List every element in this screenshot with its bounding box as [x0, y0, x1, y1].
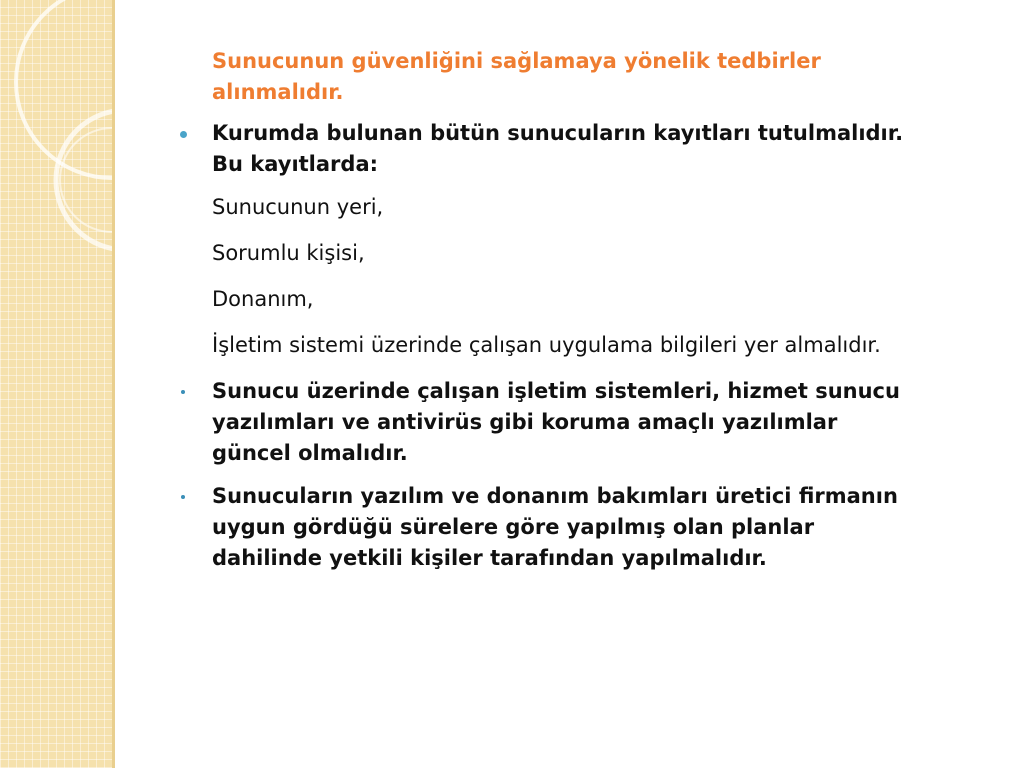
- bullet-item-maintenance: [176, 481, 1006, 574]
- bullet-3-line-1: Sunucuların yazılım ve donanım bakımları üretici firmanın: [212, 484, 898, 508]
- subitem-hardware: Donanım,: [212, 287, 314, 311]
- decorative-circles-graphic: [0, 0, 112, 768]
- bullet-3-line-2: uygun gördüğü sürelere göre yapılmış olan planlar: [212, 515, 815, 539]
- heading-line-2: alınmalıdır.: [212, 80, 344, 104]
- decorative-circle-middle: [56, 110, 112, 250]
- bullet-2-line-1: Sunucu üzerinde çalışan işletim sistemleri, hizmet sunucu: [212, 379, 900, 403]
- subitem-server-location: Sunucunun yeri,: [212, 195, 384, 219]
- bullet-dot-icon: [178, 481, 192, 512]
- side-panel-edge: [112, 0, 115, 768]
- bullet-2-line-3: güncel olmalıdır.: [212, 441, 408, 465]
- decorative-side-panel: [0, 0, 112, 768]
- bullet-item-up-to-date-software: [176, 376, 1006, 469]
- bullet-1-line-2: Bu kayıtlarda:: [212, 152, 379, 176]
- bullet-item-server-records: [176, 118, 1006, 180]
- slide-heading: [176, 46, 1006, 108]
- subitem-os-applications: İşletim sistemi üzerinde çalışan uygulama bilgileri yer almalıdır.: [212, 333, 881, 357]
- bullet-2-line-2: yazılımları ve antivirüs gibi koruma amaçlı yazılımlar: [212, 410, 838, 434]
- bullet-dot-icon: [178, 376, 192, 407]
- bullet-3-line-3: dahilinde yetkili kişiler tarafından yapılmalıdır.: [212, 546, 767, 570]
- slide-content: [176, 46, 1006, 586]
- bullet-1-line-1: Kurumda bulunan bütün sunucuların kayıtları tutulmalıdır.: [212, 121, 904, 145]
- subitem-responsible-person: Sorumlu kişisi,: [212, 241, 365, 265]
- heading-line-1: Sunucunun güvenliğini sağlamaya yönelik tedbirler: [212, 49, 821, 73]
- bullet-dot-icon: [178, 118, 192, 149]
